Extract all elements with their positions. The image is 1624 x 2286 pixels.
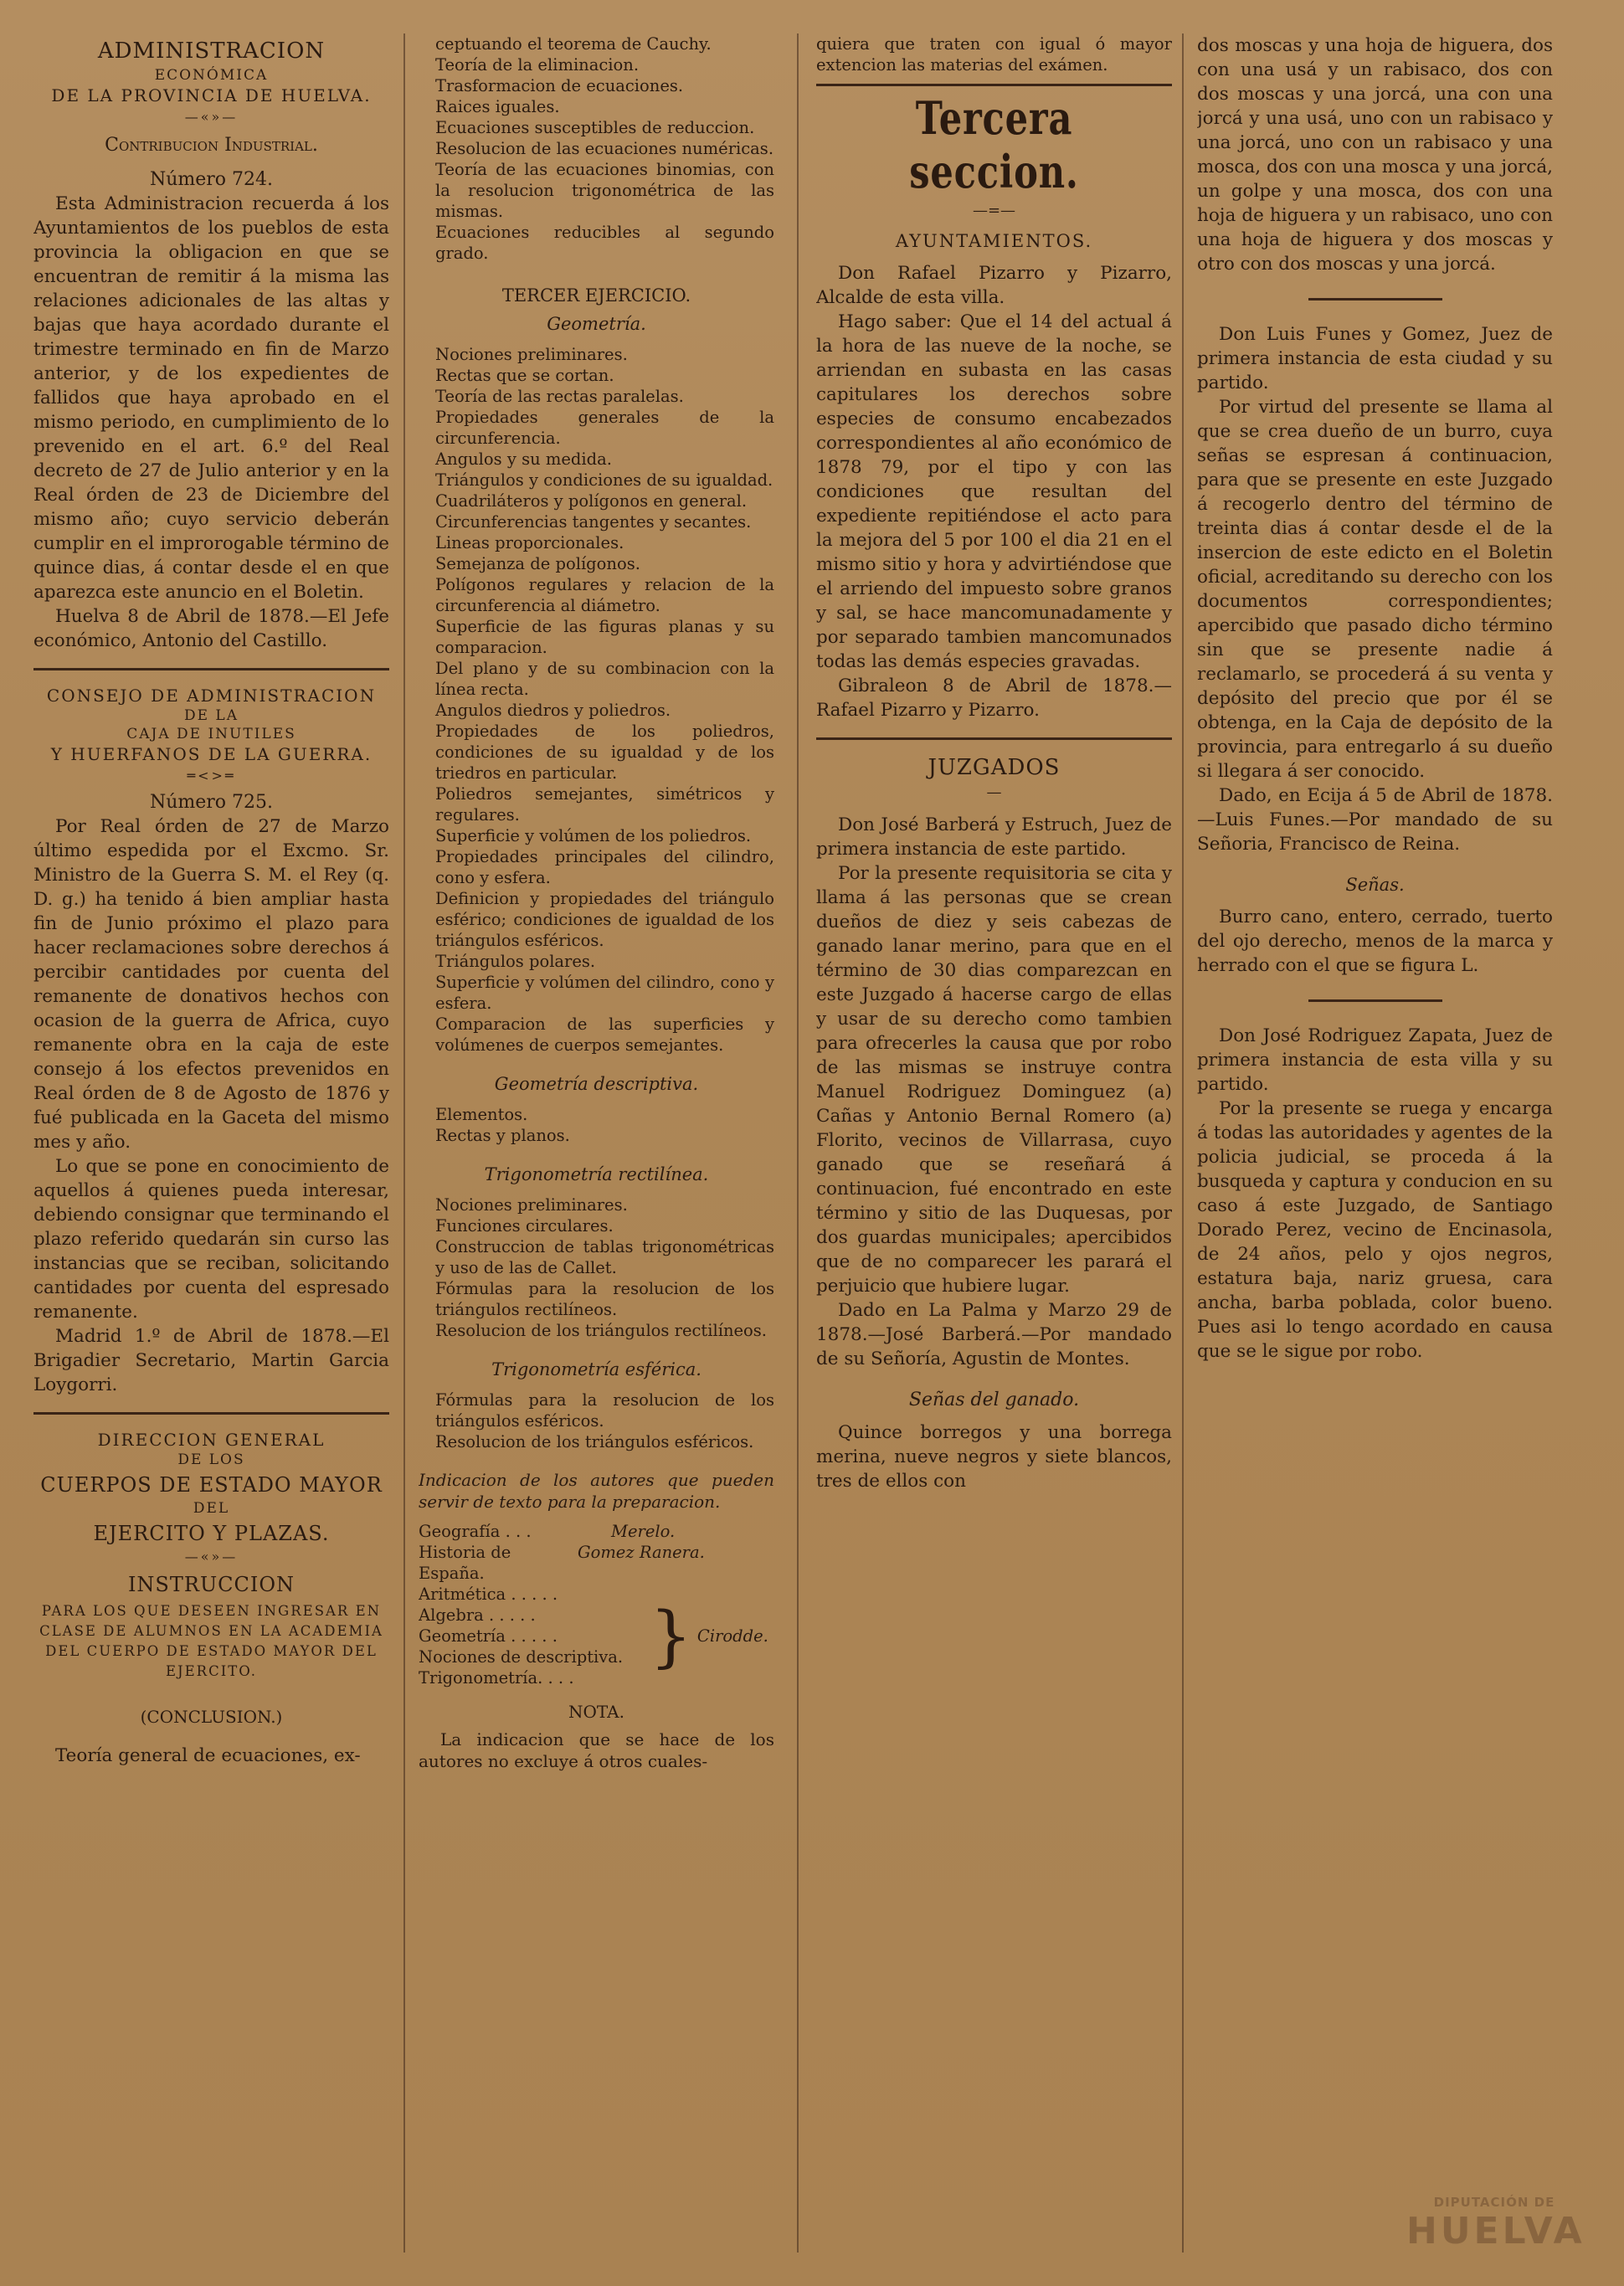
list-item: Circunferencias tangentes y secantes.	[435, 512, 752, 532]
subject-heading: Trigonometría rectilínea.	[484, 1164, 709, 1184]
nota-body: La indicacion que se hace de los autores no excluye á otros cuales-	[419, 1729, 774, 1771]
notice-body: Por la presente requisitoria se cita y llama á las personas que se crean dueños de diez y seis cabezas de ganado lanar merino, para que en el término de 30 dias comparezcan en este Juzgado á hacerse cargo de ellas y usar de su derecho como tambien para ofrecerles la causa que por robo de las mismas se instruye contra Manuel Rodriguez Dominguez (a) Cañas y Antonio Bernal Romero (a) Florito, vecinos de Villarrasa, cuyo ganado que se reseñará á continuacion, fué encontrado en este término y sitio de las Duquesas, por dos guardas municipales; apercibidos que de no comparecer les parará el perjuicio que hubiere lugar.	[816, 863, 1172, 1297]
column-rule	[1182, 33, 1184, 2253]
list-item: Del plano y de su combinacion con la línea recta.	[435, 659, 774, 699]
notice-header: Don José Rodriguez Zapata, Juez de primera instancia de esta villa y su partido.	[1197, 1025, 1553, 1095]
column-1	[33, 33, 389, 2261]
section-divider	[33, 1412, 389, 1415]
column-2	[419, 33, 774, 2261]
notice-date: Huelva 8 de Abril de 1878.—El Jefe económico, Antonio del Castillo.	[33, 606, 389, 651]
list-item: Resolucion de los triángulos rectilíneos.	[435, 1321, 767, 1340]
subject-name: Trigonometría. . . .	[419, 1668, 574, 1688]
watermark-line: HUELVA	[1406, 2210, 1585, 2253]
ornament: —	[986, 783, 1002, 801]
list-item: Superficie de las figuras planas y su comparacion.	[435, 617, 774, 657]
topic-list	[419, 1390, 774, 1452]
list-item: Resolucion de las ecuaciones numéricas.	[435, 139, 774, 158]
notice-header: Don Luis Funes y Gomez, Juez de primera instancia de esta ciudad y su partido.	[1197, 324, 1553, 393]
subject-name: Aritmética . . . . .	[419, 1585, 558, 1604]
subject-name: Nociones de descriptiva.	[419, 1647, 624, 1667]
subject-heading: Señas del ganado.	[908, 1390, 1080, 1410]
section-divider	[1308, 999, 1442, 1002]
consejo-sub: Y HUERFANOS DE LA GUERRA.	[50, 744, 373, 764]
list-item: Triángulos polares.	[435, 952, 596, 971]
notice-body: Por Real órden de 27 de Marzo último espedida por el Excmo. Sr. Ministro de la Guerra S. M. el Rey (q. D. g.) ha tenido á bien ampliar hasta fin de Junio próximo el plazo para hacer reclamaciones sobre derechos á percibir cantidades por cuenta del remanente de donativos hechos con ocasion de la guerra de Africa, cuyo remanente obra en la caja de este consejo á los efectos prevenidos en Real órden de 8 de Agosto de 1876 y fué publicada en la Gaceta del mismo mes y año.	[33, 816, 389, 1153]
notice-date: Madrid 1.º de Abril de 1878.—El Brigadier Secretario, Martin Garcia Loygorri.	[33, 1326, 389, 1395]
list-item: Polígonos regulares y relacion de la circunferencia al diámetro.	[435, 575, 774, 615]
list-item: Nociones preliminares.	[435, 345, 628, 364]
subject-name: Geografía . . .	[419, 1522, 532, 1541]
list-item: Teoría de las rectas paralelas.	[435, 387, 684, 406]
topic-list	[419, 344, 774, 1056]
section-heading: Contribucion Industrial.	[105, 135, 318, 156]
direccion-sub: DE LOS	[177, 1451, 245, 1468]
author-name: Merelo.	[611, 1522, 676, 1541]
admin-subtitle: ECONÓMICA	[154, 67, 269, 84]
watermark-line: DIPUTACIÓN DE	[1433, 2195, 1555, 2210]
notice-number: Número 725.	[149, 792, 274, 813]
author-brace-group	[419, 1584, 774, 1688]
list-item: ceptuando el teorema de Cauchy.	[435, 34, 712, 54]
list-item: Rectas que se cortan.	[435, 366, 614, 385]
archive-watermark	[1406, 2195, 1585, 2253]
subject-name: Algebra . . . . .	[419, 1605, 536, 1625]
subject-name: Historia de España.	[419, 1543, 511, 1583]
list-item: Definicion y propiedades del triángulo esférico; condiciones de igualdad de los triángulos esféricos.	[435, 889, 774, 950]
author-name: Gomez Ranera.	[578, 1543, 705, 1562]
subject-heading: Señas.	[1345, 875, 1405, 895]
list-item: Superficie y volúmen del cilindro, cono y esfera.	[435, 973, 774, 1013]
column-3	[816, 33, 1172, 2261]
topic-list	[419, 33, 774, 264]
section-divider	[816, 737, 1172, 740]
list-item: Teoría de las ecuaciones binomias, con la resolucion trigonométrica de las mismas.	[435, 160, 774, 221]
list-item: Semejanza de polígonos.	[435, 554, 640, 573]
section-heading: AYUNTAMIENTOS.	[895, 231, 1093, 251]
column-4	[1197, 33, 1553, 2261]
admin-title: ADMINISTRACION	[97, 39, 326, 64]
subject-heading: Geometría.	[547, 314, 646, 334]
section-divider	[816, 84, 1172, 86]
ornament: —«»—	[184, 109, 239, 125]
notice-body: Por la presente se ruega y encarga á todas las autoridades y agentes de la policia judicial, se proceda á la busqueda y captura y conducion en su caso á este Juzgado, de Santiago Dorado Perez, vecino de Encinasola, de 24 años, pelo y ojos negros, estatura baja, nariz gruesa, cara ancha, barba poblada, color bueno. Pues asi lo tengo acordado en causa que se le sigue por robo.	[1197, 1098, 1553, 1362]
consejo-sub: DE LA	[183, 707, 239, 724]
continued-text: dos moscas y una hoja de higuera, dos con una usá y un rabisaco, dos con dos moscas y una jorcá, una con una jorcá y una usá, uno con un rabisaco y una jorcá, uno con un rabisaco y una mosca, dos con una mosca y una jorcá, un golpe y una mosca, dos con una hoja de higuera y un rabisaco, uno con una hoja de higuera y dos moscas y otro con dos moscas y una jorcá.	[1197, 35, 1553, 275]
notice-date: Gibraleon 8 de Abril de 1878.—Rafael Pizarro y Pizarro.	[816, 676, 1172, 721]
instruccion-title: INSTRUCCION	[127, 1573, 296, 1596]
list-item: Lineas proporcionales.	[435, 533, 624, 552]
continued-text: quiera que traten con igual ó mayor extencion las materias del exámen.	[816, 34, 1172, 74]
list-item: Propiedades generales de la circunferencia.	[435, 408, 774, 448]
list-item: Construccion de tablas trigonométricas y uso de las de Callet.	[435, 1237, 774, 1277]
notice-number: Número 724.	[149, 169, 274, 190]
subject-name: Geometría . . . . .	[419, 1626, 558, 1646]
subject-heading: Trigonometría esférica.	[491, 1359, 702, 1379]
notice-header: Don José Barberá y Estruch, Juez de primera instancia de este partido.	[816, 814, 1172, 860]
section-divider	[1308, 298, 1442, 301]
list-item: Trasformacion de ecuaciones.	[435, 76, 684, 95]
list-item: Angulos y su medida.	[435, 449, 612, 469]
consejo-title: CONSEJO DE ADMINISTRACION	[46, 686, 377, 706]
author-name: Cirodde.	[696, 1626, 768, 1646]
admin-province: DE LA PROVINCIA DE HUELVA.	[51, 85, 372, 105]
author-row	[419, 1542, 774, 1584]
brace-glyph: }	[650, 1596, 692, 1675]
list-item: Elementos.	[435, 1105, 528, 1124]
nota-heading: NOTA.	[568, 1702, 624, 1722]
conclusion-label: (CONCLUSION.)	[140, 1707, 283, 1727]
instruccion-subtitle: PARA LOS QUE DESEEN INGRESAR EN CLASE DE ALUMNOS EN LA ACADEMIA DEL CUERPO DE ESTADO MAYOR DEL EJERCITO.	[39, 1603, 383, 1679]
notice-date: Dado, en Ecija á 5 de Abril de 1878.—Luis Funes.—Por mandado de su Señoria, Francisco de Reina.	[1197, 785, 1553, 855]
authors-heading: Indicacion de los autores que pueden servir de texto para la preparacion.	[419, 1470, 774, 1512]
continued-text: Teoría general de ecuaciones, ex-	[55, 1745, 361, 1766]
list-item: Propiedades de los poliedros, condiciones de su igualdad y de los triedros en particular.	[435, 722, 774, 783]
direccion-title: EJERCITO Y PLAZAS.	[93, 1522, 330, 1545]
list-item: Angulos diedros y poliedros.	[435, 701, 671, 720]
ornament: —«»—	[184, 1549, 239, 1564]
notice-header: Don Rafael Pizarro y Pizarro, Alcalde de esta villa.	[816, 263, 1172, 308]
notice-body: Por virtud del presente se llama al que se crea dueño de un burro, cuya señas se espresan á continuacion, para que se presente en este Juzgado á recogerlo dentro del término de treinta dias á contar desde el de la insercion de este edicto en el Boletin oficial, acreditando su derecho con los documentos correspondientes; apercibido que pasado dicho término sin que se presente nadie á reclamarlo, se procederá á su venta y depósito del precio que por él se obtenga, en la Caja de depósito de la provincia, para entregarlo á su dueño si llegara á ser conocido.	[1197, 397, 1553, 782]
list-item: Propiedades principales del cilindro, cono y esfera.	[435, 847, 774, 887]
section-heading: JUZGADOS	[928, 755, 1061, 780]
direccion-title: DIRECCION GENERAL	[97, 1430, 326, 1450]
list-item: Resolucion de los triángulos esféricos.	[435, 1432, 754, 1451]
author-row	[419, 1521, 774, 1542]
topic-list	[419, 1194, 774, 1341]
list-item: Poliedros semejantes, simétricos y regulares.	[435, 784, 774, 825]
list-item: Ecuaciones reducibles al segundo grado.	[435, 223, 774, 263]
list-item: Fórmulas para la resolucion de los triángulos rectilíneos.	[435, 1279, 774, 1319]
list-item: Superficie y volúmen de los poliedros.	[435, 826, 752, 845]
section-banner: Tercera seccion.	[909, 91, 1079, 198]
consejo-sub: CAJA DE INUTILES	[126, 726, 296, 742]
list-item: Ecuaciones susceptibles de reduccion.	[435, 118, 755, 137]
notice-body: Esta Administracion recuerda á los Ayuntamientos de los pueblos de esta provincia la obligacion en que se encuentran de remitir á la misma las relaciones adicionales de las altas y bajas que haya acordado durante el trimestre terminado en fin de Marzo anterior, y de los expedientes de fallidos que haya aprobado en el mismo periodo, en cumplimiento de lo prevenido en el art. 6.º del Real decreto de 27 de Julio anterior y en la Real órden de 23 de Diciembre del mismo año; cuyo servicio deberán cumplir en el improrogable término de quince dias, á contar desde el en que aparezca este anuncio en el Boletin.	[33, 193, 389, 603]
list-item: Raices iguales.	[435, 97, 560, 116]
list-item: Teoría de la eliminacion.	[435, 55, 640, 74]
list-item: Fórmulas para la resolucion de los triángulos esféricos.	[435, 1390, 774, 1431]
list-item: Funciones circulares.	[435, 1216, 614, 1235]
exercise-heading: TERCER EJERCICIO.	[501, 285, 691, 306]
authors-table	[419, 1521, 774, 1688]
direccion-title: CUERPOS DE ESTADO MAYOR	[40, 1473, 383, 1497]
column-rule	[797, 33, 799, 2253]
list-item: Triángulos y condiciones de su igualdad.	[435, 470, 773, 490]
ornament: —=—	[972, 202, 1016, 219]
ornament: ═<>═	[187, 768, 236, 783]
notice-date: Dado en La Palma y Marzo 29 de 1878.—José Barberá.—Por mandado de su Señoría, Agustin de Montes.	[816, 1300, 1172, 1369]
section-divider	[33, 668, 389, 670]
column-rule	[403, 33, 405, 2253]
list-item: Rectas y planos.	[435, 1126, 570, 1145]
direccion-sub: DEL	[193, 1500, 230, 1517]
list-item: Cuadriláteros y polígonos en general.	[435, 491, 748, 511]
notice-body: Lo que se pone en conocimiento de aquellos á quienes pueda interesar, debiendo consignar que terminando el plazo referido quedarán sin curso las instancias que se reciban, solicitando cantidades por cuenta del espresado remanente.	[33, 1156, 389, 1323]
topic-list	[419, 1104, 774, 1146]
list-item: Comparacion de las superficies y volúmenes de cuerpos semejantes.	[435, 1015, 774, 1055]
notice-body: Burro cano, entero, cerrado, tuerto del ojo derecho, menos de la marca y herrado con el que se figura L.	[1197, 907, 1553, 976]
subject-heading: Geometría descriptiva.	[494, 1074, 699, 1094]
notice-body: Quince borregos y una borrega merina, nueve negros y siete blancos, tres de ellos con	[816, 1422, 1172, 1492]
list-item: Nociones preliminares.	[435, 1195, 628, 1215]
notice-body: Hago saber: Que el 14 del actual á la hora de las nueve de la noche, se arriendan en subasta en las casas capitulares los derechos sobre especies de consumo encabezados correspondientes al año económico de 1878 79, por el tipo y con las condiciones que resultan del expediente repitiéndose el acto para la mejora del 5 por 100 el dia 21 en el mismo sitio y hora y advirtiéndose que el arriendo del impuesto sobre granos y sal, se hace mancomunadamente y por separado tambien mancomunados todas las demás especies gravadas.	[816, 311, 1172, 672]
